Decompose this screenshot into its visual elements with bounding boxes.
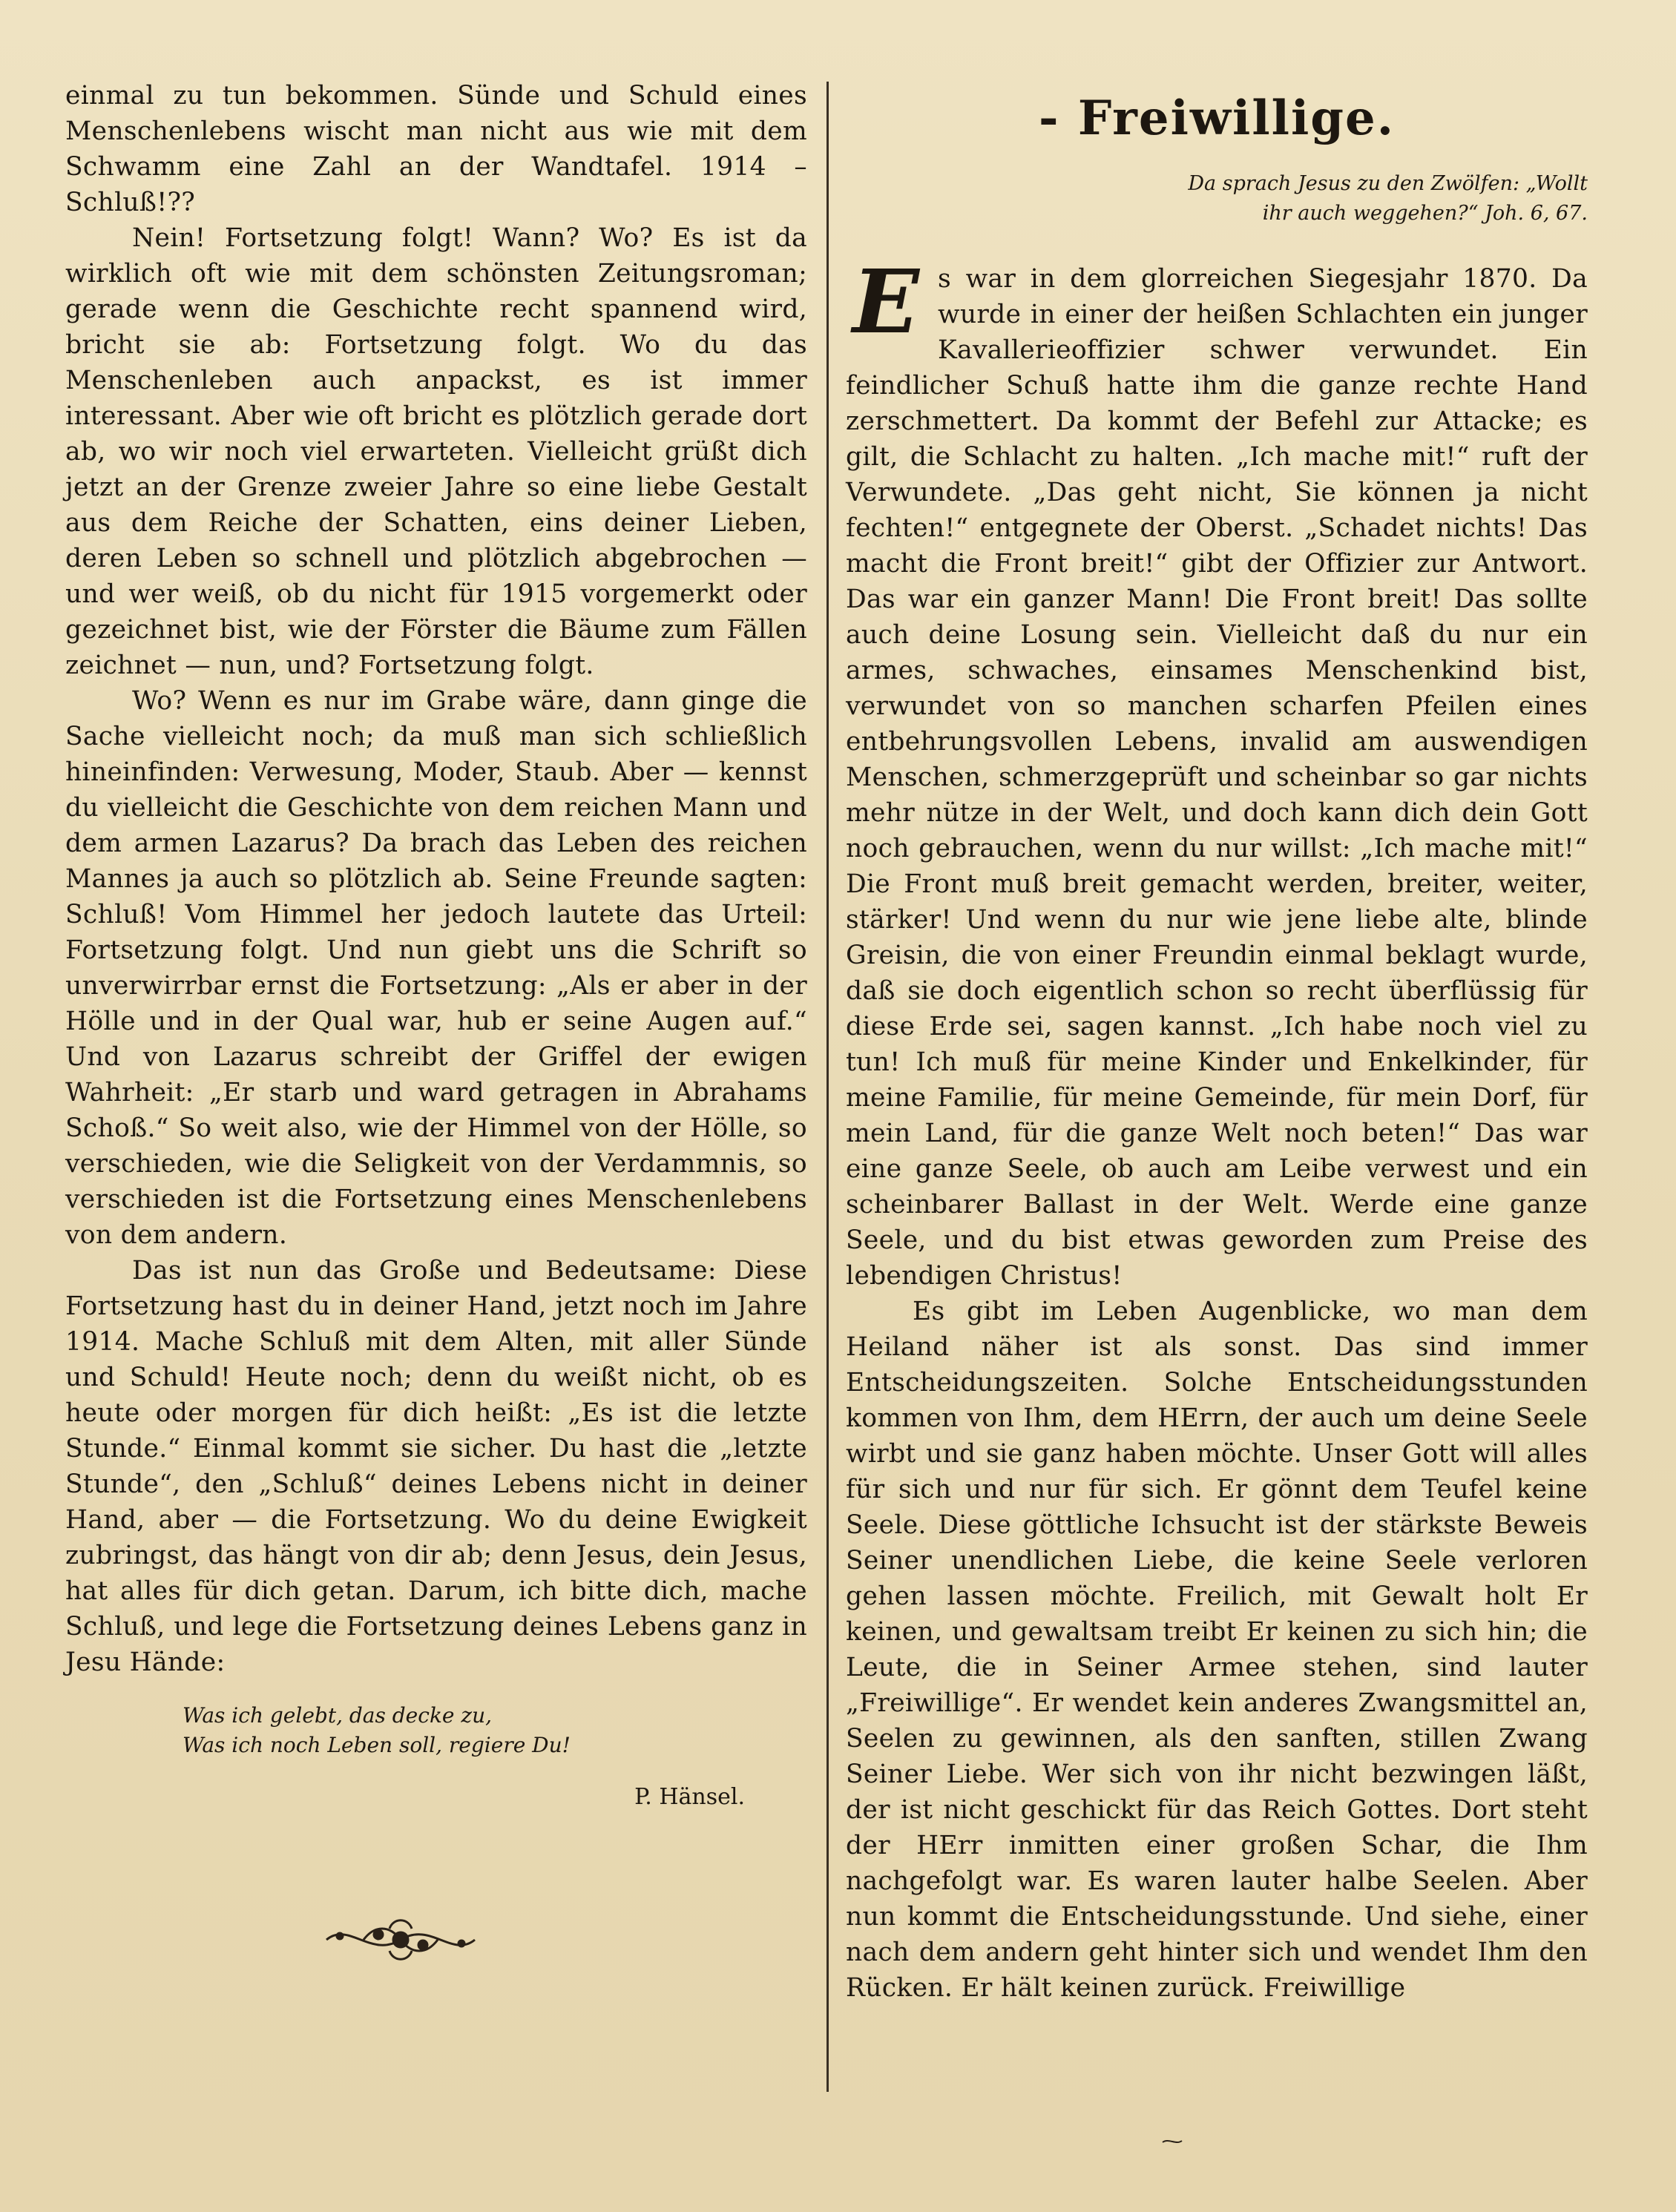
floral-ornament: [319, 1906, 482, 1973]
continuation-mark: [1161, 2136, 1183, 2147]
right-column: [846, 78, 1588, 2006]
verse-line-2: Was ich noch Leben soll, regiere Du!: [183, 1733, 571, 1757]
article-title: - Freiwillige.: [1039, 90, 1395, 146]
right-paragraph-1: s war in dem glorreichen Siegesjahr 1870. Da wurde in einer der heißen Schlachten ein junger Kavallerieoffizier schwer verwundet. Ein feindlicher Schuß hatte ihm die ganze rechte Hand zerschmettert. Da kommt der Befehl zur Attacke; es gilt, die Schlacht zu halten. „Ich mache mit!“ ruft der Verwundete. „Das geht nicht, Sie können ja nicht fechten!“ entgegnete der Oberst. „Schadet nichts! Das macht die Front breit!“ gibt der Offizier zur Antwort. Das war ein ganzer Mann! Die Front breit! Das sollte auch deine Losung sein. Vielleicht daß du nur ein armes, schwaches, einsames Menschenkind bist, verwundet von so manchen scharfen Pfeilen eines entbehrungsvollen Lebens, invalid am auswendigen Menschen, schmerzgeprüft und scheinbar so gar nichts mehr nütze in der Welt, und doch kann dich dein Gott noch gebrauchen, wenn du nur willst: „Ich mache mit!“ Die Front muß breit gemacht werden, breiter, weiter, stärker! Und wenn du nur wie jene liebe alte, blinde Greisin, die von einer Freundin einmal beklagt wurde, daß sie doch eigentlich schon so recht überflüssig für diese Erde sei, sagen kannst. „Ich habe noch viel zu tun! Ich muß für meine Kinder und Enkelkinder, für meine Familie, für meine Gemeinde, für mein Dorf, für mein Land, für die ganze Welt noch beten!“ Das war eine ganze Seele, ob auch am Leibe verwest und ein scheinbarer Ballast in der Welt. Werde eine ganze Seele, und du bist etwas geworden zum Preise des lebendigen Christus!: [846, 264, 1588, 1291]
right-paragraph-2: Es gibt im Leben Augenblicke, wo man dem Heiland näher ist als sonst. Das sind immer Entscheidungszeiten. Solche Entscheidungsstunden kommen von Ihm, dem HErrn, der auch um deine Seele wirbt und sie ganz haben möchte. Unser Gott will alles für sich und nur für sich. Er gönnt dem Teufel keine Seele. Diese göttliche Ichsucht ist der stärkste Beweis Seiner unendlichen Liebe, die keine Seele verloren gehen lassen möchte. Freilich, mit Gewalt holt Er keinen, und gewaltsam treibt Er keinen zu sich hin; die Leute, die in Seiner Armee stehen, sind lauter „Freiwillige“. Er wendet kein anderes Zwangsmittel an, Seelen zu gewinnen, als den sanften, stillen Zwang Seiner Liebe. Wer sich von ihr nicht bezwingen läßt, der ist nicht geschickt für das Reich Gottes. Dort steht der HErr inmitten einer großen Schar, die Ihm nachgefolgt war. Es waren lauter halbe Seelen. Aber nun kommt die Entscheidungsstunde. Und siehe, einer nach dem andern geht hinter sich und wendet Ihm den Rücken. Er hält keinen zurück. Freiwillige: [846, 1297, 1588, 2003]
epigraph-line-2: ihr auch weggehen?“ Joh. 6, 67.: [1262, 202, 1588, 225]
author-signature: P. Hänsel.: [634, 1784, 745, 1810]
column-divider: [827, 82, 829, 2092]
left-paragraph-2: Nein! Fortsetzung folgt! Wann? Wo? Es ist da wirklich oft wie mit dem schönsten Zeitungsroman; gerade wenn die Geschichte recht spannend wird, bricht sie ab: Fortsetzung folgt. Wo du das Menschenleben auch anpackst, es ist immer interessant. Aber wie oft bricht es plötzlich gerade dort ab, wo wir noch viel erwarteten. Vielleicht grüßt dich jetzt an der Grenze zweier Jahre so eine liebe Gestalt aus dem Reiche der Schatten, eins deiner Lieben, deren Leben so schnell und plötzlich abgebrochen — und wer weiß, ob du nicht für 1915 vorgemerkt oder gezeichnet bist, wie der Förster die Bäume zum Fällen zeichnet — nun, und? Fortsetzung folgt.: [65, 223, 807, 680]
epigraph-line-1: Da sprach Jesus zu den Zwölfen: „Wollt: [1188, 172, 1588, 195]
left-column: [65, 78, 807, 1814]
epigraph: [846, 169, 1588, 228]
left-paragraph-4: Das ist nun das Große und Bedeutsame: Diese Fortsetzung hast du in deiner Hand, jetzt noch im Jahre 1914. Mache Schluß mit dem Alten, mit aller Sünde und Schuld! Heute noch; denn du weißt nicht, ob es heute oder morgen für dich heißt: „Es ist die letzte Stunde.“ Einmal kommt sie sicher. Du hast die „letzte Stunde“, den „Schluß“ deines Lebens nicht in deiner Hand, aber — die Fortsetzung. Wo du deine Ewigkeit zubringst, das hängt von dir ab; denn Jesus, dein Jesus, hat alles für dich getan. Darum, ich bitte dich, mache Schluß, und lege die Fortsetzung deines Lebens ganz in Jesu Hände:: [65, 1256, 807, 1677]
closing-verse: [183, 1701, 807, 1760]
left-paragraph-3: Wo? Wenn es nur im Grabe wäre, dann ginge die Sache vielleicht noch; da muß man sich schließlich hineinfinden: Verwesung, Moder, Staub. Aber — kennst du vielleicht die Geschichte von dem reichen Mann und dem armen Lazarus? Da brach das Leben des reichen Mannes ja auch so plötzlich ab. Seine Freunde sagten: Schluß! Vom Himmel her jedoch lautete das Urteil: Fortsetzung folgt. Und nun giebt uns die Schrift so unverwirrbar ernst die Fortsetzung: „Als er aber in der Hölle und in der Qual war, hub er seine Augen auf.“ Und von Lazarus schreibt der Griffel der ewigen Wahrheit: „Er starb und ward getragen in Abrahams Schoß.“ So weit also, wie der Himmel von der Hölle, so verschieden, wie die Seligkeit von der Verdammnis, so verschieden ist die Fortsetzung eines Menschenlebens von dem andern.: [65, 686, 807, 1250]
left-paragraph-1: einmal zu tun bekommen. Sünde und Schuld eines Menschenlebens wischt man nicht aus wie mit dem Schwamm eine Zahl an der Wandtafel. 1914 – Schluß!??: [65, 81, 807, 217]
drop-cap: E: [852, 250, 919, 353]
verse-line-1: Was ich gelebt, das decke zu,: [183, 1703, 493, 1728]
